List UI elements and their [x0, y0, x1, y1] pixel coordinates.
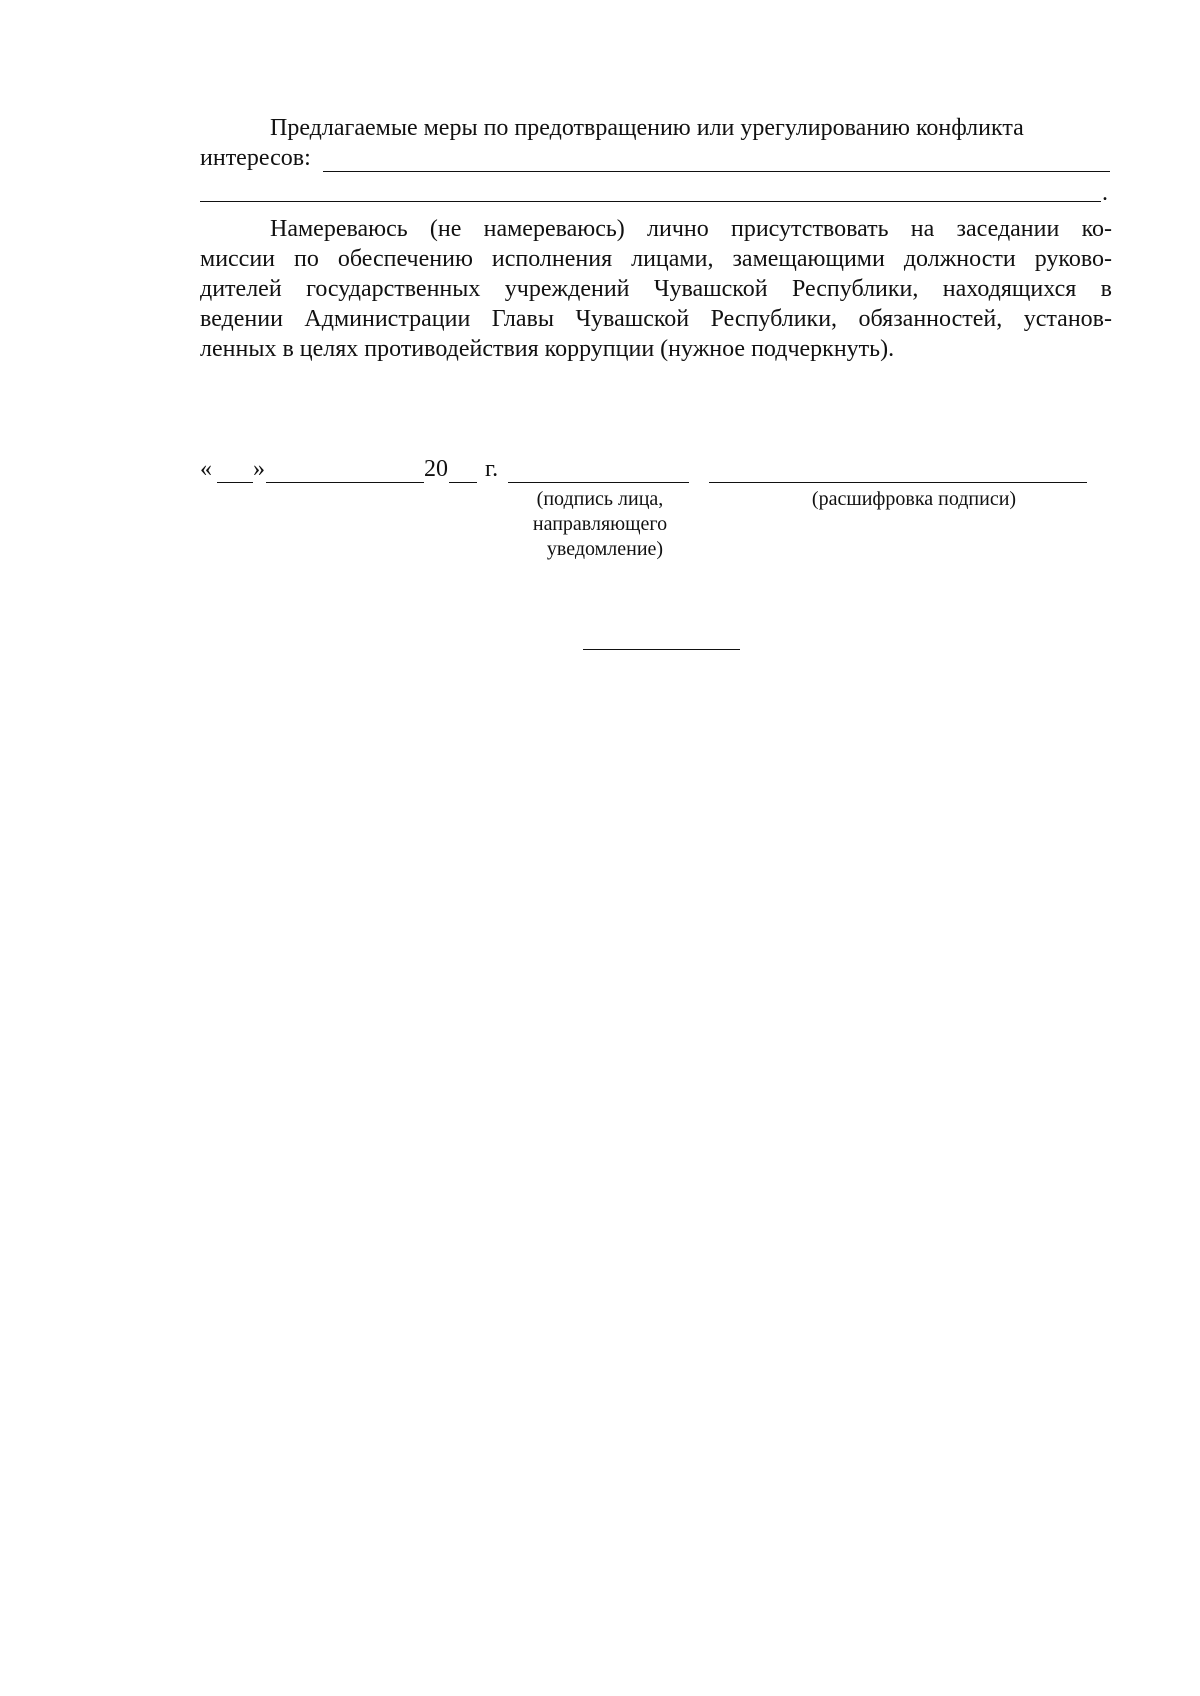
date-quote-close: » [253, 456, 265, 482]
attendance-line-3: дителей государственных учреждений Чувашской Республики, находящихся в [200, 276, 1112, 302]
signature-caption-line-1: (подпись лица, [536, 488, 664, 510]
proposed-measures-fill-line-1 [323, 171, 1110, 172]
attendance-line-5: ленных в целях противодействия коррупции (нужное подчеркнуть). [200, 336, 895, 362]
proposed-measures-period: . [1102, 180, 1108, 206]
attendance-line-1: Намереваюсь (не намереваюсь) лично присутствовать на заседании ко- [270, 216, 1112, 242]
date-year-blank [449, 482, 477, 483]
proposed-measures-label: интересов: [200, 145, 311, 171]
decoding-caption: (расшифровка подписи) [811, 488, 1017, 510]
attendance-line-4: ведении Администрации Главы Чувашской Республики, обязанностей, установ- [200, 306, 1112, 332]
closing-separator-line [583, 649, 740, 650]
date-year-suffix: г. [485, 456, 499, 482]
date-quote-open: « [200, 456, 212, 482]
date-year-prefix: 20 [424, 456, 448, 482]
signature-caption-line-2: направляющего [532, 513, 668, 535]
date-month-blank [266, 482, 424, 483]
signature-blank [508, 482, 689, 483]
date-day-blank [217, 482, 253, 483]
proposed-measures-line-1: Предлагаемые меры по предотвращению или урегулированию конфликта [270, 115, 1024, 141]
proposed-measures-fill-line-2 [200, 201, 1101, 202]
signature-decoding-blank [709, 482, 1087, 483]
attendance-line-2: миссии по обеспечению исполнения лицами, замещающими должности руково- [200, 246, 1112, 272]
signature-caption-line-3: уведомление) [546, 538, 664, 560]
